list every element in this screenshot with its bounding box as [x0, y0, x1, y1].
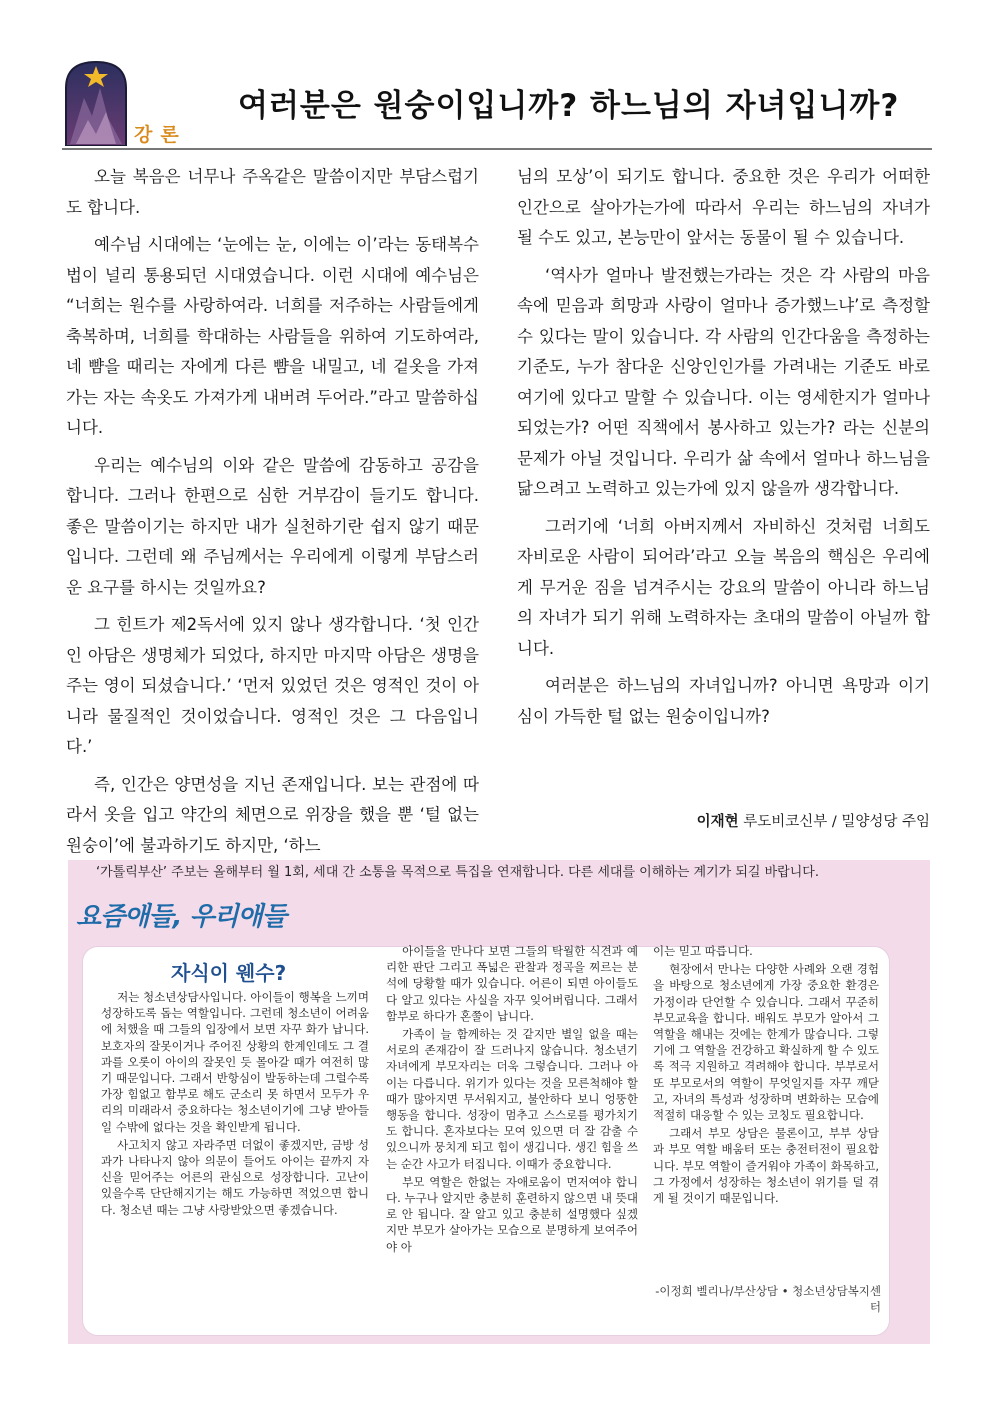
paragraph: 부모 역할은 한없는 자애로움이 먼저여야 합니다. 누구나 알지만 충분히 훈련하지 않으면 내 뜻대로 안 됩니다. 잘 알고 있고 충분히 설명했다 싶겠지만 부모가 살아가는 모습으로 분명하게 보여주어야 아 — [386, 1174, 638, 1254]
feature-column-1 — [101, 989, 369, 1220]
paragraph: 그 힌트가 제2독서에 있지 않나 생각합니다. ‘첫 인간인 아담은 생명체가 되었다, 하지만 마지막 아담은 생명을 주는 영이 되셨습니다.’ ‘먼저 있었던 것은 영적인 것이 아니라 물질적인 것이었습니다. 영적인 것은 그 다음입니다.’ — [66, 615, 479, 756]
feature-heading: 요즘애들, 우리애들 — [76, 902, 286, 932]
paragraph: 현장에서 만나는 다양한 사례와 오랜 경험을 바탕으로 청소년에게 가장 중요한 환경은 가정이라 단언할 수 있습니다. 그래서 꾸준히 부모교육을 합니다. 배워도 부모가 알아서 그 역할을 해내는 것에는 한계가 많습니다. 그렇기에 그 역할을 건강하고 확실하게 할 수 있도록 적극 지원하고 격려해야 합니다. 부부로서 또 부모로서의 역할이 무엇일지를 자꾸 깨닫고, 자녀의 특성과 성장하며 변화하는 모습에 적절히 대응할 수 있는 코칭도 필요합니다. — [653, 962, 879, 1123]
paragraph: 예수님 시대에는 ‘눈에는 눈, 이에는 이’라는 동태복수법이 널리 통용되던 시대였습니다. 이런 시대에 예수님은 “너희는 원수를 사랑하여라. 너희를 저주하는 사람들에게 축복하며, 너희를 학대하는 사람들을 위하여 기도하여라, 네 뺨을 때리는 자에게 다른 뺨을 내밀고, 네 겉옷을 가져가는 자는 속옷도 가져가게 내버려 두어라.”라고 말씀하십니다. — [66, 235, 479, 437]
feature-box — [68, 860, 930, 1344]
page-title: 여러분은 원숭이입니까? 하느님의 자녀입니까? — [238, 88, 900, 124]
paragraph: 가족이 늘 함께하는 것 같지만 별일 없을 때는 서로의 존재감이 잘 드러나지 않습니다. 청소년기 자녀에게 부모자리는 더욱 그렇습니다. 그러나 아이는 다릅니다. 위기가 있다는 것을 모른척해야 할 때가 많아지면 무서워지고, 불안하다 보니 엉뚱한 행동을 합니다. 성장이 멈추고 스스로를 평가치기도 합니다. 혼자보다는 모여 있으면 더 잘 감출 수 있으니까 뭉치게 되고 힘이 생깁니다. 생긴 힘을 쓰는 순간 사고가 터집니다. 이때가 중요합니다. — [386, 1027, 638, 1171]
sermon-right-column — [517, 162, 930, 739]
section-tag: 강론 — [134, 124, 187, 146]
paragraph: 즉, 인간은 양면성을 지닌 존재입니다. 보는 관점에 따라서 옷을 입고 약간의 체면으로 위장을 했을 뿐 ‘털 없는 원숭이’에 불과하기도 하지만, ‘하느 — [66, 774, 479, 855]
feature-subtitle: 자식이 웬수? — [171, 961, 287, 985]
paragraph: 사고치지 않고 자라주면 더없이 좋겠지만, 금방 성과가 나타나지 않아 의문이 들어도 아이는 끝까지 자신을 믿어주는 어른의 관심으로 성장합니다. 고난이 있을수록 단단해지기는 해도 가능하면 적었으면 합니다. 청소년 때는 그냥 사랑받았으면 좋겠습니다. — [101, 1137, 369, 1217]
paragraph: ‘역사가 얼마나 발전했는가라는 것은 각 사람의 마음속에 믿음과 희망과 사랑이 얼마나 증가했느냐’로 측정할 수 있다는 말이 있습니다. 각 사람의 인간다움을 측정하는 기준도, 누가 참다운 신앙인인가를 가려내는 기준도 바로 여기에 있다고 말할 수 있습니다. 이는 영세한지가 얼마나 되었는가? 어떤 직책에서 봉사하고 있는가? 라는 신분의 문제가 아닐 것입니다. 우리가 삶 속에서 얼마나 하느님을 닮으려고 노력하고 있는가에 있지 않을까 생각합니다. — [517, 265, 930, 498]
paragraph: 그래서 부모 상담은 물론이고, 부부 상담과 부모 역할 배움터 또는 충전터전이 필요합니다. 부모 역할이 즐거워야 가족이 화목하고, 그 가정에서 성장하는 청소년이 위기를 덜 겪게 될 것이기 때문입니다. — [653, 1126, 879, 1206]
paragraph: 그러기에 ‘너희 아버지께서 자비하신 것처럼 너희도 자비로운 사람이 되어라’라고 오늘 복음의 핵심은 우리에게 무거운 짐을 넘겨주시는 강요의 말씀이 아니라 하느님의 자녀가 되기 위해 노력하자는 초대의 말씀이 아닐까 합니다. — [517, 516, 930, 658]
paragraph: 오늘 복음은 너무나 주옥같은 말씀이지만 부담스럽기도 합니다. — [66, 167, 479, 217]
paragraph: 저는 청소년상담사입니다. 아이들이 행복을 느끼며 성장하도록 돕는 역할입니다. 그런데 청소년이 어려움에 처했을 때 그들의 입장에서 보면 자꾸 화가 납니다. 보호자의 잘못이거나 주어진 상황의 한계인데도 그 결과를 오롯이 아이의 잘못인 듯 몰아갈 때가 여전히 많기 때문입니다. 그래서 반항심이 발동하는데 그럴수록 가장 힘없고 함부로 해도 군소리 못 하면서 모두가 우리의 미래라서 중요하다는 청소년이기에 그냥 받아들일 수밖에 없다는 것을 확인받게 됩니다. — [101, 990, 369, 1134]
paragraph: 우리는 예수님의 이와 같은 말씀에 감동하고 공감을 합니다. 그러나 한편으로 심한 거부감이 들기도 합니다. 좋은 말씀이기는 하지만 내가 실천하기란 쉽지 않기 때문입니다. 그런데 왜 주님께서는 우리에게 이렇게 부담스러운 요구를 하시는 것일까요? — [66, 455, 479, 597]
title-divider — [62, 148, 932, 150]
author-name: 이재현 — [696, 814, 739, 830]
feature-column-2 — [386, 943, 638, 1257]
paragraph: 님의 모상’이 되기도 합니다. 중요한 것은 우리가 어떠한 인간으로 살아가는가에 따라서 우리는 하느님의 자녀가 될 수도 있고, 본능만이 앞서는 동물이 될 수 있습니다. — [517, 167, 930, 247]
feature-notice: ‘가톨릭부산’ 주보는 올해부터 월 1회, 세대 간 소통을 목적으로 특집을 연재합니다. 다른 세대를 이해하는 계기가 되길 바랍니다. — [96, 865, 819, 880]
feature-content — [82, 946, 890, 1336]
author-title: 루도비코신부 / 밀양성당 주임 — [743, 814, 930, 830]
paragraph: 여러분은 하느님의 자녀입니까? 아니면 욕망과 이기심이 가득한 털 없는 원숭이입니까? — [517, 676, 930, 726]
header — [62, 58, 932, 154]
feature-column-3 — [653, 943, 879, 1208]
sermon-left-column — [66, 162, 479, 868]
star-arch-stained-glass-icon — [62, 58, 130, 146]
paragraph: 아이들을 만나다 보면 그들의 탁월한 식견과 예리한 판단 그리고 폭넓은 관찰과 정곡을 찌르는 분석에 당황할 때가 있습니다. 어른이 되면 아이들도 다 알고 있다는 사실을 자꾸 잊어버립니다. 그래서 함부로 하다가 혼쭐이 납니다. — [386, 944, 638, 1023]
author-line — [517, 810, 930, 834]
paragraph: 이는 믿고 따릅니다. — [653, 944, 753, 958]
feature-credit: -이정희 벨리나/부산상담 • 청소년상담복지센터 — [655, 1284, 881, 1314]
